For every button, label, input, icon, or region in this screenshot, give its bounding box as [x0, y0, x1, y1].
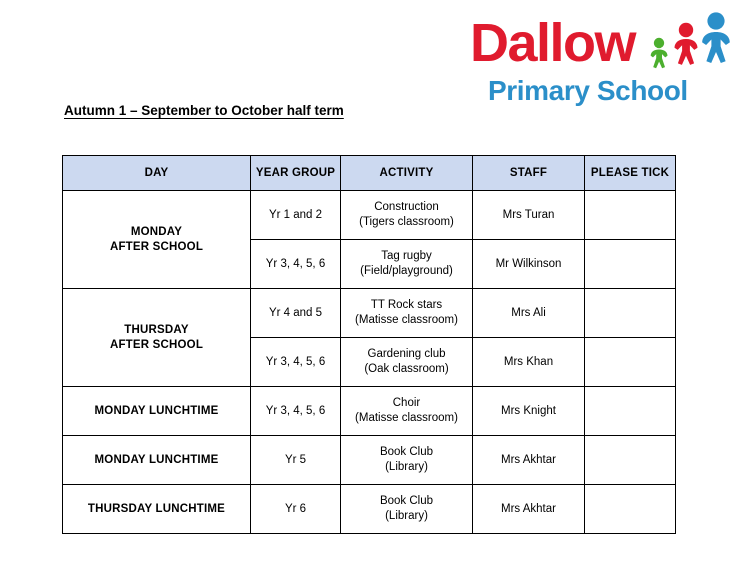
table-body [63, 191, 676, 534]
cell-year-group: Yr 3, 4, 5, 6 [251, 387, 341, 436]
cell-staff: Mrs Akhtar [473, 485, 585, 534]
cell-staff: Mrs Akhtar [473, 436, 585, 485]
cell-staff: Mrs Knight [473, 387, 585, 436]
cell-activity: Construction (Tigers classroom) [341, 191, 473, 240]
cell-year-group: Yr 5 [251, 436, 341, 485]
cell-please-tick[interactable] [585, 485, 676, 534]
logo-wordmark: Dallow [470, 13, 636, 73]
cell-please-tick[interactable] [585, 289, 676, 338]
table-header-row [63, 156, 676, 191]
cell-staff: Mr Wilkinson [473, 240, 585, 289]
cell-please-tick[interactable] [585, 387, 676, 436]
column-header-day: DAY [63, 156, 251, 191]
table-row [63, 191, 676, 240]
cell-year-group: Yr 3, 4, 5, 6 [251, 240, 341, 289]
table-row [63, 436, 676, 485]
child-figure-large-icon [702, 12, 730, 63]
cell-year-group: Yr 1 and 2 [251, 191, 341, 240]
cell-year-group: Yr 3, 4, 5, 6 [251, 338, 341, 387]
cell-day: THURSDAY AFTER SCHOOL [63, 289, 251, 387]
cell-day: MONDAY AFTER SCHOOL [63, 191, 251, 289]
column-header-staff: STAFF [473, 156, 585, 191]
cell-activity: Tag rugby (Field/playground) [341, 240, 473, 289]
column-header-activity: ACTIVITY [341, 156, 473, 191]
cell-staff: Mrs Turan [473, 191, 585, 240]
logo-children-figures [648, 10, 732, 72]
cell-year-group: Yr 6 [251, 485, 341, 534]
cell-day: THURSDAY LUNCHTIME [63, 485, 251, 534]
child-figure-small-icon [651, 38, 668, 68]
cell-staff: Mrs Khan [473, 338, 585, 387]
column-header-year-group: YEAR GROUP [251, 156, 341, 191]
cell-please-tick[interactable] [585, 191, 676, 240]
cell-activity: Choir (Matisse classroom) [341, 387, 473, 436]
table-row [63, 289, 676, 338]
clubs-schedule-table-container [62, 155, 675, 534]
cell-activity: Gardening club (Oak classroom) [341, 338, 473, 387]
cell-day: MONDAY LUNCHTIME [63, 436, 251, 485]
cell-please-tick[interactable] [585, 338, 676, 387]
cell-year-group: Yr 4 and 5 [251, 289, 341, 338]
cell-please-tick[interactable] [585, 240, 676, 289]
cell-activity: Book Club (Library) [341, 436, 473, 485]
logo-subtitle: Primary School [488, 75, 688, 106]
column-header-please-tick: PLEASE TICK [585, 156, 676, 191]
table-row [63, 387, 676, 436]
cell-day: MONDAY LUNCHTIME [63, 387, 251, 436]
school-logo [470, 8, 732, 120]
cell-please-tick[interactable] [585, 436, 676, 485]
child-figure-medium-icon [675, 23, 698, 65]
page-title: Autumn 1 – September to October half term [64, 103, 344, 118]
cell-activity: TT Rock stars (Matisse classroom) [341, 289, 473, 338]
clubs-schedule-table [62, 155, 676, 534]
table-row [63, 485, 676, 534]
cell-activity: Book Club (Library) [341, 485, 473, 534]
cell-staff: Mrs Ali [473, 289, 585, 338]
